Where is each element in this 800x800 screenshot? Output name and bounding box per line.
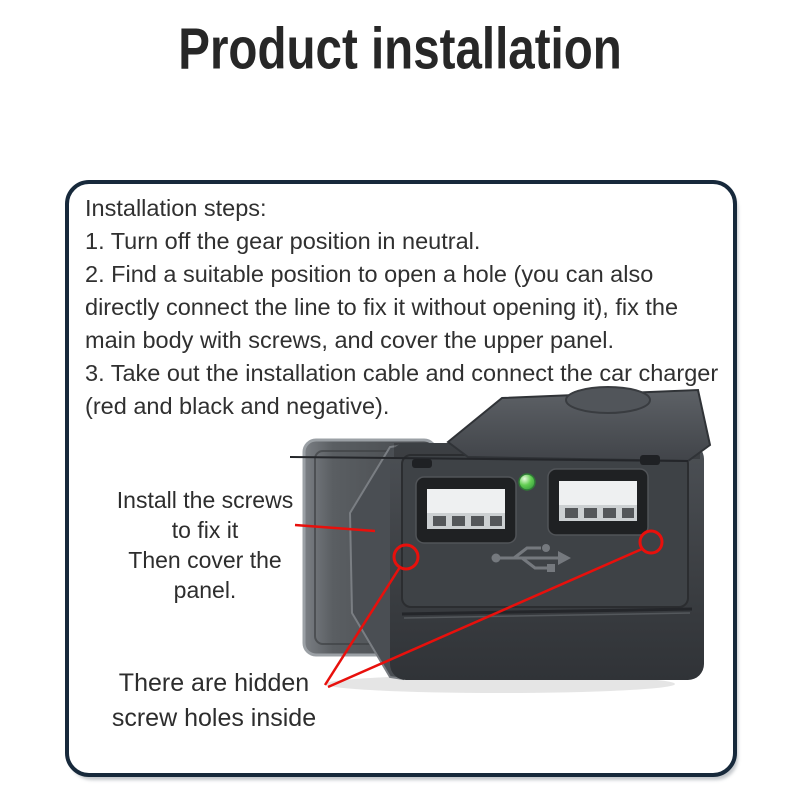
step-2: 2. Find a suitable position to open a hole (you can also directly connect the line to fix it without opening it), fix the main body with screws, and cover the upper panel. <box>85 261 679 353</box>
step-3: 3. Take out the installation cable and connect the car charger (red and black and negative). <box>85 360 719 419</box>
step-1: 1. Turn off the gear position in neutral. <box>85 228 481 254</box>
annotation-line: panel. <box>173 577 237 603</box>
annotation-install-screws <box>83 485 327 605</box>
annotation-line: screw holes inside <box>111 704 317 732</box>
annotation-line: to fix it <box>171 517 239 543</box>
lid-thumb-grip <box>566 387 650 413</box>
annotation-line: Then cover the <box>128 547 282 573</box>
page-title <box>0 18 800 80</box>
power-led <box>519 474 535 490</box>
usb-port-left-icon <box>416 477 516 543</box>
annotation-hidden-holes <box>88 666 340 736</box>
usb-port-right-icon <box>548 469 648 535</box>
steps-heading: Installation steps: <box>85 195 267 221</box>
usb-charger-illustration <box>290 385 712 697</box>
annotation-line: Install the screws <box>116 487 294 513</box>
annotation-line: There are hidden <box>118 669 310 697</box>
page-title-text: Product installation <box>178 16 622 82</box>
